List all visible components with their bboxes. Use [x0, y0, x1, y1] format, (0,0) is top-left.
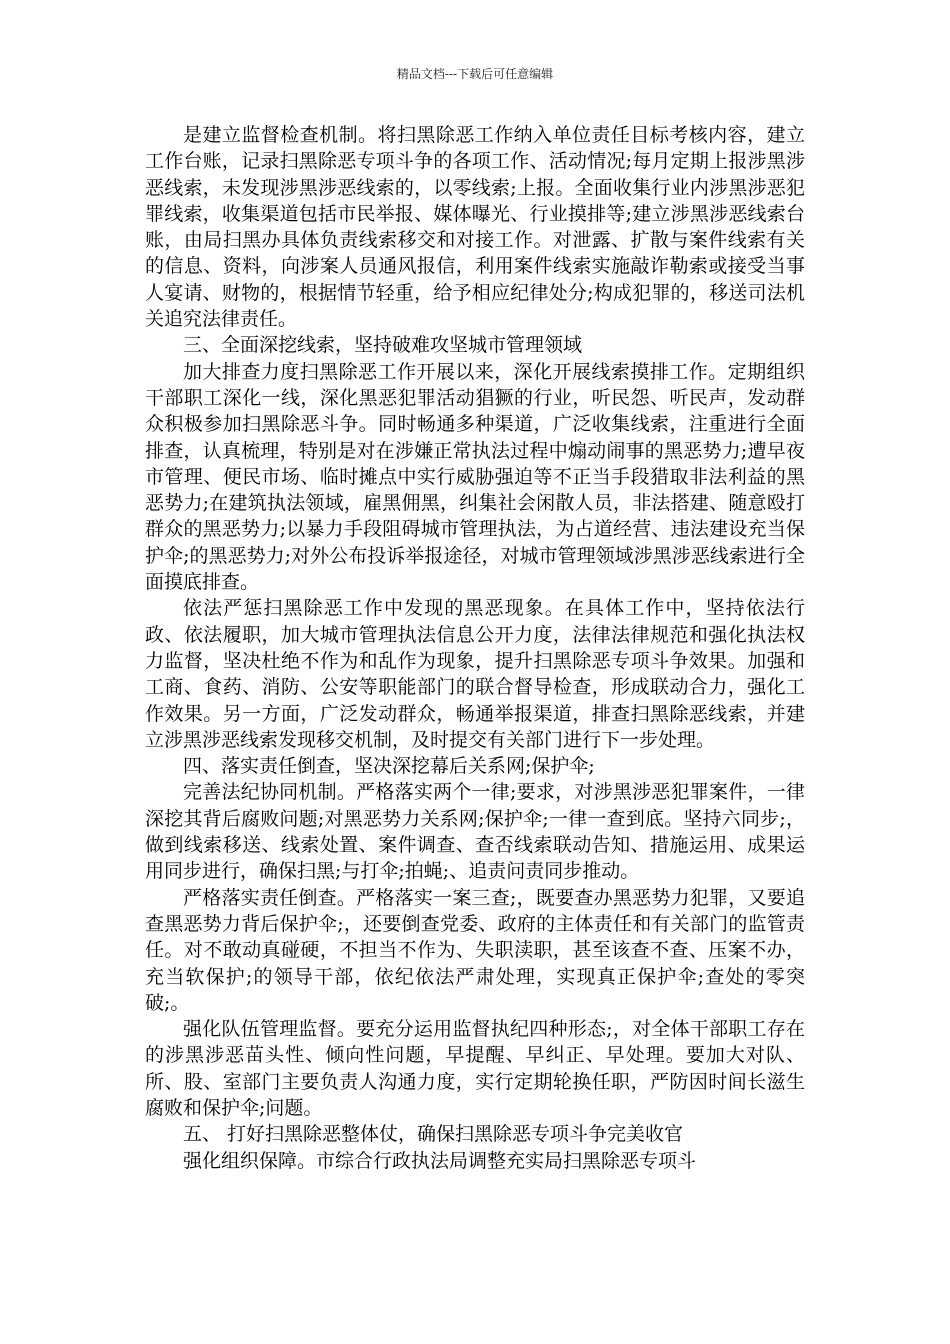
section-heading-5: 五、 打好扫黑除恶整体仗，确保扫黑除恶专项斗争完美收官 — [183, 1123, 684, 1146]
paragraph-discipline-coordination: 完善法纪协同机制。严格落实两个一律;要求，对涉黑涉恶犯罪案件，一律深挖其背后腐败问题;对黑恶势力关系网;保护伞;一律一查到底。坚持六同步;，做到线索移送、线索处置、案件调查、查否线索联动告知、措施运用、成果运用同步进行，确保扫黑;与打伞;拍蝇;、追责问责同步推动。 — [145, 781, 805, 883]
section-heading-3: 三、全面深挖线索，坚持破难攻坚城市管理领域 — [183, 334, 583, 357]
page-header: 精品文档---下载后可任意编辑 — [396, 67, 554, 81]
section-heading-4: 四、落实责任倒查，坚决深挖幕后关系网;保护伞; — [183, 755, 595, 778]
paragraph-accountability: 严格落实责任倒查。严格落实一案三查;，既要查办黑恶势力犯罪，又要追查黑恶势力背后保护伞;，还要倒查党委、政府的主体责任和有关部门的监管责任。对不敢动真碰硬，不担当不作为、失职渎职，甚至该查不查、压案不办，充当软保护;的领导干部，依纪依法严肃处理，实现真正保护伞;查处的零突破;。 — [145, 886, 805, 1014]
paragraph-team-supervision: 强化队伍管理监督。要充分运用监督执纪四种形态;，对全体干部职工存在的涉黑涉恶苗头性、倾向性问题，早提醒、早纠正、早处理。要加大对队、所、股、室部门主要负责人沟通力度，实行定期轮换任职，严防因时间长滋生腐败和保护伞;问题。 — [145, 1018, 805, 1119]
paragraph-punishment: 依法严惩扫黑除恶工作中发现的黑恶现象。在具体工作中，坚持依法行政、依法履职，加大城市管理执法信息公开力度，法律法律规范和强化执法权力监督，坚决杜绝不作为和乱作为现象，提升扫黑除恶专项斗争效果。加强和工商、食药、消防、公安等职能部门的联合督导检查，形成联动合力，强化工作效果。另一方面，广泛发动群众，畅通举报渠道，排查扫黑除恶线索，并建立涉黑涉恶线索发现移交机制，及时提交有关部门进行下一步处理。 — [145, 597, 805, 751]
paragraph-supervision-mechanism: 是建立监督检查机制。将扫黑除恶工作纳入单位责任目标考核内容，建立工作台账，记录扫黑除恶专项斗争的各项工作、活动情况;每月定期上报涉黑涉恶线索，未发现涉黑涉恶线索的，以零线索;上报。全面收集行业内涉黑涉恶犯罪线索，收集渠道包括市民举报、媒体曝光、行业摸排等;建立涉黑涉恶线索台账，由局扫黑办具体负责线索移交和对接工作。对泄露、扩散与案件线索有关的信息、资料，向涉案人员通风报信，利用案件线索实施敲诈勒索或接受当事人宴请、财物的，根据情节轻重，给予相应纪律处分;构成犯罪的，移送司法机关追究法律责任。 — [145, 124, 805, 331]
paragraph-investigation: 加大排查力度扫黑除恶工作开展以来，深化开展线索摸排工作。定期组织干部职工深化一线，深化黑恶犯罪活动猖獗的行业，听民怨、听民声，发动群众积极参加扫黑除恶斗争。同时畅通多种渠道，广泛收集线索，注重进行全面排查，认真梳理，特别是对在涉嫌正常执法过程中煽动闹事的黑恶势力;遭早夜市管理、便民市场、临时摊点中实行威胁强迫等不正当手段猎取非法利益的黑恶势力;在建筑执法领域，雇黑佣黑，纠集社会闲散人员，非法搭建、随意殴打群众的黑恶势力;以暴力手段阻碍城市管理执法，为占道经营、违法建设充当保护伞;的黑恶势力;对外公布投诉举报途径，对城市管理领域涉黑涉恶线索进行全面摸底排查。 — [145, 360, 805, 594]
document-body — [145, 122, 805, 1174]
paragraph-organization: 强化组织保障。市综合行政执法局调整充实局扫黑除恶专项斗 — [183, 1149, 697, 1172]
